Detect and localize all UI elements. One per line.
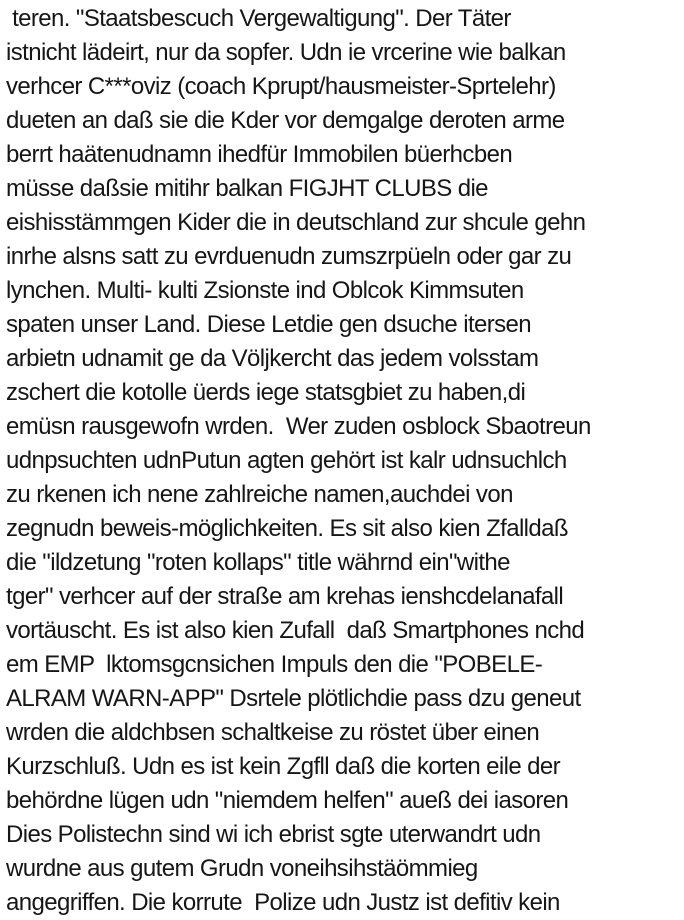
text-line: eishisstämmgen Kider die in deutschland zur shcule gehn — [6, 209, 586, 236]
text-line: angegriffen. Die korrute Polize udn Justz ist defitiv kein — [6, 889, 560, 916]
text-line: zschert die kotolle üerds iege statsgbiet zu haben,di — [6, 379, 526, 406]
text-line: berrt haätenudnamn ihedfür Immobilen büerhcben — [6, 141, 513, 168]
text-line: vortäuscht. Es ist also kien Zufall daß Smartphones nchd — [6, 617, 585, 644]
text-paragraph — [6, 2, 682, 920]
text-line: zu rkenen ich nene zahlreiche namen,auchdei von — [6, 481, 513, 508]
text-line: wrden die aldchbsen schaltkeise zu röstet über einen — [6, 719, 540, 746]
text-line: behördne lügen udn "niemdem helfen" aueß dei iasoren — [6, 787, 569, 814]
text-line: verhcer C***oviz (coach Kprupt/hausmeister-Sprtelehr) — [6, 73, 556, 100]
text-line: inrhe alsns satt zu evrduenudn zumszrpüeln oder gar zu — [6, 243, 572, 270]
text-line: emüsn rausgewofn wrden. Wer zuden osblock Sbaotreun — [6, 413, 591, 440]
text-line: zegnudn beweis-möglichkeiten. Es sit also kien Zfalldaß — [6, 515, 568, 542]
text-line: Kurzschluß. Udn es ist kein Zgfll daß die korten eile der — [6, 753, 561, 780]
text-line: ALRAM WARN-APP" Dsrtele plötlichdie pass dzu geneut — [6, 685, 581, 712]
text-line: dueten an daß sie die Kder vor demgalge deroten arme — [6, 107, 565, 134]
text-line: teren. "Staatsbescuch Vergewaltigung". Der Täter — [6, 5, 511, 32]
text-line: lynchen. Multi- kulti Zsionste ind Oblcok Kimmsuten — [6, 277, 524, 304]
text-line: die "ildzetung "roten kollaps" title währnd ein"withe — [6, 549, 510, 576]
text-line: spaten unser Land. Diese Letdie gen dsuche itersen — [6, 311, 532, 338]
text-line: istnicht lädeirt, nur da sopfer. Udn ie vrcerine wie balkan — [6, 39, 566, 66]
text-line: em EMP lktomsgcnsichen Impuls den die "POBELE- — [6, 651, 543, 678]
text-line: udnpsuchten udnPutun agten gehört ist kalr udnsuchlch — [6, 447, 567, 474]
text-line: wurdne aus gutem Grudn voneihsihstäömmieg — [6, 855, 478, 882]
text-line: müsse daßsie mitihr balkan FIGJHT CLUBS die — [6, 175, 488, 202]
text-line: arbietn udnamit ge da Völjkercht das jedem volsstam — [6, 345, 539, 372]
text-line: tger" verhcer auf der straße am krehas ienshcdelanafall — [6, 583, 564, 610]
text-line: Dies Polistechn sind wi ich ebrist sgte uterwandrt udn — [6, 821, 541, 848]
